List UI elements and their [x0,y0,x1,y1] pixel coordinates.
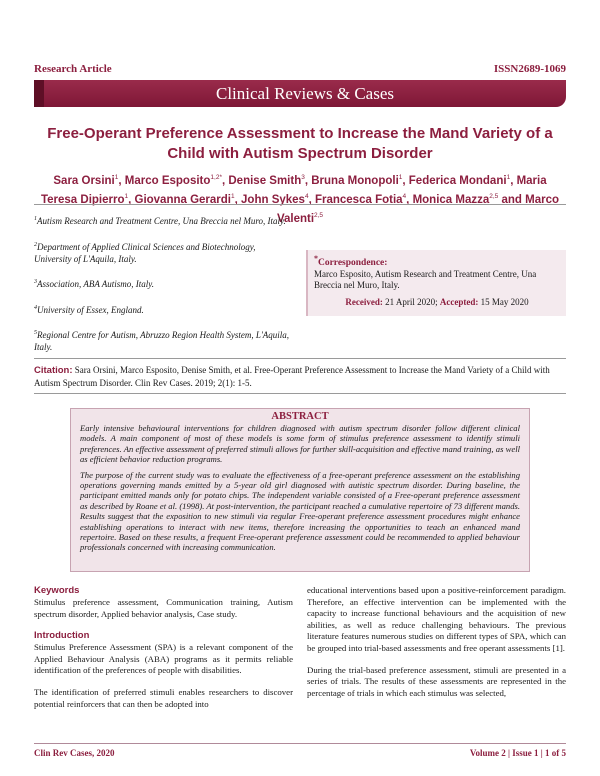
footer-volume: Volume 2 | Issue 1 | 1 of 5 [469,748,566,758]
body-paragraph: The identification of preferred stimuli enables researchers to discover potential reinforcers that can then be adopted into [34,686,293,709]
divider [34,204,566,205]
affiliation-item [34,327,294,353]
citation-text: Sara Orsini, Marco Esposito, Denise Smith, et al. Free-Operant Preference Assessment to Increase the Mand Variety of a Child with Autism Spectrum Disorder. Clin Rev Cases. 2019; 2(1): 1-5. [34,365,550,388]
affiliation-marker: 3 [34,279,37,285]
body-paragraph: Stimulus Preference Assessment (SPA) is a relevant component of the Applied Behaviour Analysis (ABA) programs as it permits reliable identification of the preferences of people with disabilities. [34,642,293,676]
author-name: John Sykes [241,193,305,206]
abstract-box [70,408,530,572]
affiliation-marker: 2 [34,241,37,248]
abstract-heading: ABSTRACT [271,411,329,422]
author-affiliation-marker: 2,5 [314,211,324,219]
author-affiliation-marker: 1,2* [210,174,222,181]
author-name: Maria Teresa Dipierro [40,174,547,206]
affiliation-text: Autism Research and Treatment Centre, Una Breccia nel Muro, Italy. [37,216,286,226]
abstract-paragraph: The purpose of the current study was to evaluate the effectiveness of a free-operant preference assessment on the establishing operations governing mands emitted by a 5-year old girl diagnosed with autistic spectrum disorder. During baseline, the participant emitted mands only for potato chips. The independent variable consisted of a Free-operant preference assessment as described by Roane et al. (1998). At post-intervention, the participant reached a cumulative repertoire of 73 different mands. Results suggest that the exposition to new stimuli via regular Free-operant preference assessment procedures might enhance establishing operations to interact with new items, therefore increasing the opportunities to teach an enhanced mand repertoire. Based on these results, a frequent Free-operant preference assessment could be recommended to applied behaviour professionals concerned with increasing communication. [80,469,520,553]
received-date: 21 April 2020 [385,297,436,308]
article-type: Research Article [34,63,112,75]
author-name: Monica Mazza [412,193,490,206]
author-affiliation-marker: 2,5 [489,192,499,200]
body-paragraph: During the trial-based preference assessment, stimuli are presented in a series of trials. The results of these assessments are represented in the percentage of trials in which each stimulus was selected, [307,664,566,698]
affiliation-marker: 4 [34,304,37,311]
author-name: Marco Esposito [124,174,211,187]
author-name: Bruna Monopoli [311,174,399,187]
author-affiliation-marker: 1 [231,192,235,200]
affiliation-text: Department of Applied Clinical Sciences and Biotechnology, University of L'Aquila, Italy. [34,241,256,264]
affiliation-item [34,239,294,265]
affiliation-text: Association, ABA Autismo, Italy. [37,279,154,289]
citation-label: Citation: [34,365,73,376]
author-name: Giovanna Gerardi [134,193,232,206]
affiliation-text: Regional Centre for Autism, Abruzzo Region Health System, L'Aquila, Italy. [34,330,289,352]
affiliation-item [34,276,294,290]
affiliations [34,213,294,365]
received-accepted-dates: Received: 21 April 2020; Accepted: 15 May 2020 [345,297,529,308]
footer-divider [34,743,566,744]
keywords-text: Stimulus preference assessment, Communication training, Autism spectrum disorder, Applied behavior analysis, Case study. [34,597,293,619]
left-column [34,585,293,720]
author-name: Sara Orsini [53,174,115,187]
author-name: Federica Mondani [408,174,507,187]
author-affiliation-marker: 4 [402,192,407,200]
affiliation-marker: 5 [34,330,37,336]
introduction-heading: Introduction [34,630,90,642]
issn: ISSN2689-1069 [493,63,566,75]
correspondence-text: Marco Esposito, Autism Research and Treatment Centre, Una Breccia nel Muro, Italy. [314,269,537,291]
author-affiliation-marker: 1 [124,192,129,200]
correspondence-heading: *Correspondence: [314,254,388,269]
abstract-paragraph: Early intensive behavioural interventions for children diagnosed with autism spectrum disorder follow different clinical models. A main component of most of these models is some form of stimulus preference assessment to identify stimuli preferences. An effective assessment of preferred stimuli allows for further skill-acquisition and effective mand training, as well as efficient behavior reduction programs. [80,423,520,465]
header-row [34,63,566,77]
accepted-date: 15 May 2020 [480,297,529,308]
author-affiliation-marker: 1 [506,174,511,181]
journal-banner [34,80,566,107]
correspondence-box [306,250,566,316]
right-column [307,585,566,709]
body-paragraph: educational interventions based upon a positive-reinforcement paradigm. Therefore, an effective intervention can be implemented with the capacity to increase functional behaviours and the acquisition of new abilities, as well as reduce challenging behaviours. The previous literature features numerous studies on different types of SPA, which can be grouped into trial-based assessments and free operant assessments [1]. [307,585,566,653]
journal-name: Clinical Reviews & Cases [216,84,395,103]
affiliation-marker: 1 [34,216,37,222]
author-name: Marco Valenti [276,193,560,225]
affiliation-item [34,213,294,227]
paper-title: Free-Operant Preference Assessment to Increase the Mand Variety of a Child with Autism Spectrum Disorder [47,125,553,162]
citation [34,364,566,389]
author-affiliation-marker: 4 [304,192,309,200]
author-name: Denise Smith [228,174,302,187]
author-affiliation-marker: 3 [301,174,305,181]
affiliation-item [34,302,294,316]
author-list: Sara Orsini$^1$, Marco Esposito$^{1,2*}$, Denise Smith$^3$, Bruna Monopoli$^1$, Federica Mondani$^1$, Maria Teresa Dipierro$^1$, Giovanna Gerardi$^1$, John Sykes$^4$, Francesca Fotia$^4$, Monica Mazza$^{2,5}$ and Marco Valenti$^{2,5}$ [40,174,560,225]
author-name: Francesca Fotia [314,193,403,206]
divider [34,393,566,394]
divider [34,358,566,359]
keywords-heading: Keywords [34,585,80,596]
author-affiliation-marker: 1 [398,174,403,181]
footer-journal: Clin Rev Cases, 2020 [34,748,115,758]
author-affiliation-marker: 1 [114,174,119,181]
affiliation-text: University of Essex, England. [37,304,144,315]
